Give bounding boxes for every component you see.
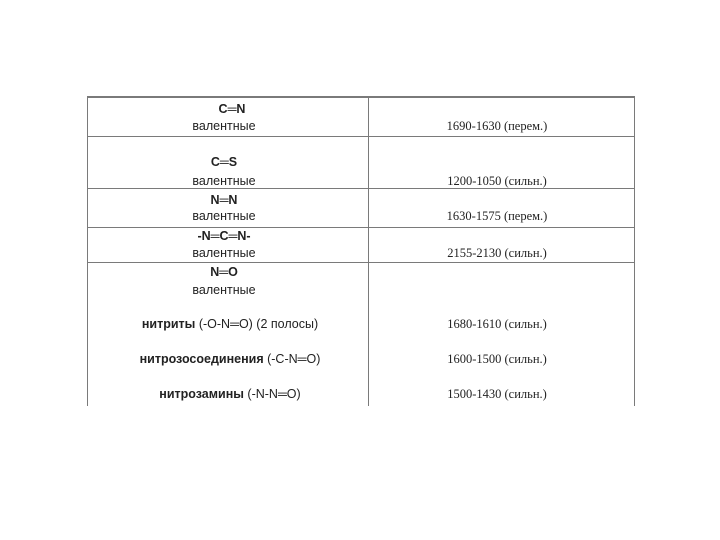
compound-formula: (-N-N═O): [247, 387, 301, 401]
table-left-border: [87, 96, 88, 406]
mode-label: валентные: [192, 119, 256, 133]
formula-no: N═O: [210, 265, 238, 279]
row-divider: [87, 262, 635, 263]
mode-label: валентные: [192, 174, 256, 188]
wavenumber-range: 1200-1050 (сильн.): [447, 174, 547, 188]
mode-label: валентные: [192, 246, 256, 260]
compound-name: нитрозамины: [159, 387, 244, 401]
compound-formula: (-C-N═O): [267, 352, 321, 366]
mode-label: валентные: [192, 209, 256, 223]
subrow-nitroso: [140, 352, 321, 366]
formula-nn: N═N: [210, 193, 238, 207]
subrow-nitrites: [142, 317, 318, 331]
compound-formula: (-O-N═O) (2 полосы): [198, 317, 319, 331]
wavenumber-range: 1680-1610 (сильн.): [447, 317, 547, 331]
compound-name: нитрозосоединения: [139, 352, 264, 366]
wavenumber-range: 1690-1630 (перем.): [446, 119, 548, 133]
formula-carbodiimide: -N═C═N-: [197, 229, 251, 243]
formula-cn: C═N: [218, 102, 246, 116]
row-divider: [87, 188, 635, 189]
mode-label: валентные: [192, 283, 256, 297]
row-divider: [87, 227, 635, 228]
column-divider: [368, 96, 369, 406]
wavenumber-range: 1630-1575 (перем.): [446, 209, 548, 223]
table-right-border: [634, 96, 635, 406]
compound-name: нитриты: [141, 317, 196, 331]
row-divider: [87, 136, 635, 137]
wavenumber-range: 1600-1500 (сильн.): [447, 352, 547, 366]
subrow-nitrosamines: [159, 387, 300, 401]
spectra-table: [87, 96, 635, 406]
wavenumber-range: 1500-1430 (сильн.): [447, 387, 547, 401]
formula-cs: C═S: [210, 155, 238, 169]
wavenumber-range: 2155-2130 (сильн.): [447, 246, 547, 260]
table-top-border: [87, 96, 635, 98]
